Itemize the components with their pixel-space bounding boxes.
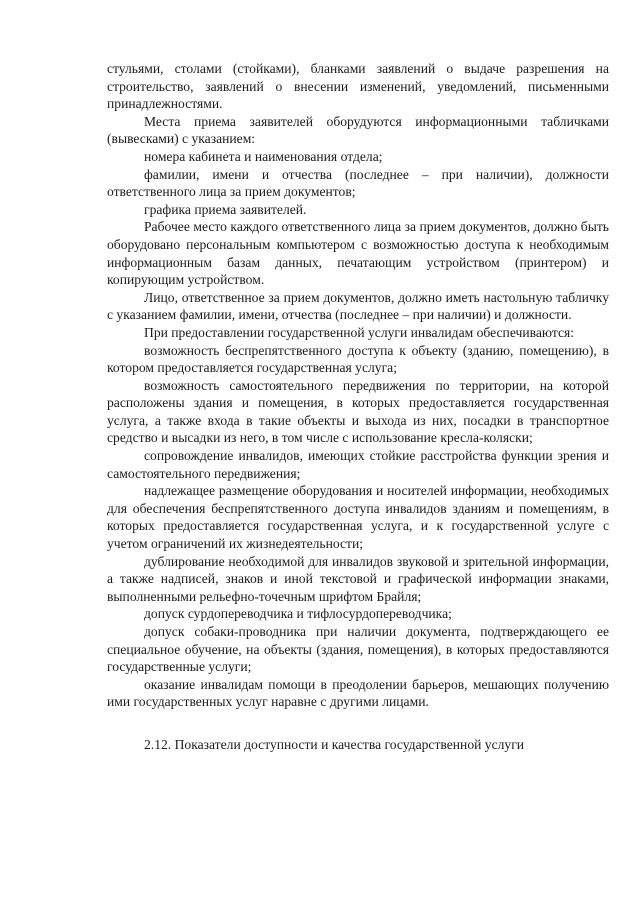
paragraph-furniture: стульями, столами (стойками), бланками заявлений о выдаче разрешения на строительство, заявлений о внесении изменений, уведомлений, письменными принадлежностями. (107, 61, 609, 112)
paragraph-schedule: графика приема заявителей. (144, 201, 307, 217)
paragraph-access: возможность беспрепятственного доступа к объекту (зданию, помещению), в котором предоставляется государственная услуга; (107, 342, 609, 376)
section-heading: 2.12. Показатели доступности и качества государственной услуги (144, 736, 525, 752)
paragraph-responsible-name: фамилии, имени и отчества (последнее – при наличии), должности ответственного лица за прием документов; (107, 166, 609, 200)
paragraph-room-number: номера кабинета и наименования отдела; (144, 148, 383, 164)
paragraph-movement: возможность самостоятельного передвижения по территории, на которой расположены здания и помещения, в которых предоставляется государственная услуга, а также входа в такие объекты и выхода из них, посадки в транспортное средство и высадки из него, в том числе с использование кресла-коляски; (107, 377, 609, 446)
document-page (107, 60, 609, 754)
paragraph-interpreter: допуск сурдопереводчика и тифлосурдопереводчика; (144, 606, 452, 622)
paragraph-disabled-intro: При предоставлении государственной услуги инвалидам обеспечиваются: (144, 324, 575, 340)
paragraph-equipment: надлежащее размещение оборудования и носителей информации, необходимых для обеспечения беспрепятственного доступа инвалидов зданиям и помещениям, в которых предоставляется государственная услуга, и к государственной услуге с учетом ограничений их жизнедеятельности; (107, 483, 609, 552)
paragraph-guide-dog: допуск собаки-проводника при наличии документа, подтверждающего ее специальное обучение, на объекты (здания, помещения), в которых предоставляются государственные услуги; (107, 624, 609, 675)
paragraph-workplace: Рабочее место каждого ответственного лица за прием документов, должно быть оборудовано персональным компьютером с возможностью доступа к необходимым информационным базам данных, печатающим устройством (принтером) и копирующим устройством. (107, 219, 609, 288)
paragraph-info-signs: Места приема заявителей оборудуются информационными табличками (вывесками) с указанием: (107, 113, 609, 147)
paragraph-desk-sign: Лицо, ответственное за прием документов, должно иметь настольную табличку с указанием фамилии, имени, отчества (последнее – при наличии) и должности. (107, 289, 609, 323)
paragraph-assistance: оказание инвалидам помощи в преодолении барьеров, мешающих получению ими государственных услуг наравне с другими лицами. (107, 676, 609, 710)
paragraph-escort: сопровождение инвалидов, имеющих стойкие расстройства функции зрения и самостоятельного передвижения; (107, 448, 609, 481)
paragraph-duplication: дублирование необходимой для инвалидов звуковой и зрительной информации, а также надписей, знаков и иной текстовой и графической информации знаками, выполненными рельефно-точечным шрифтом Брайля; (107, 553, 609, 604)
